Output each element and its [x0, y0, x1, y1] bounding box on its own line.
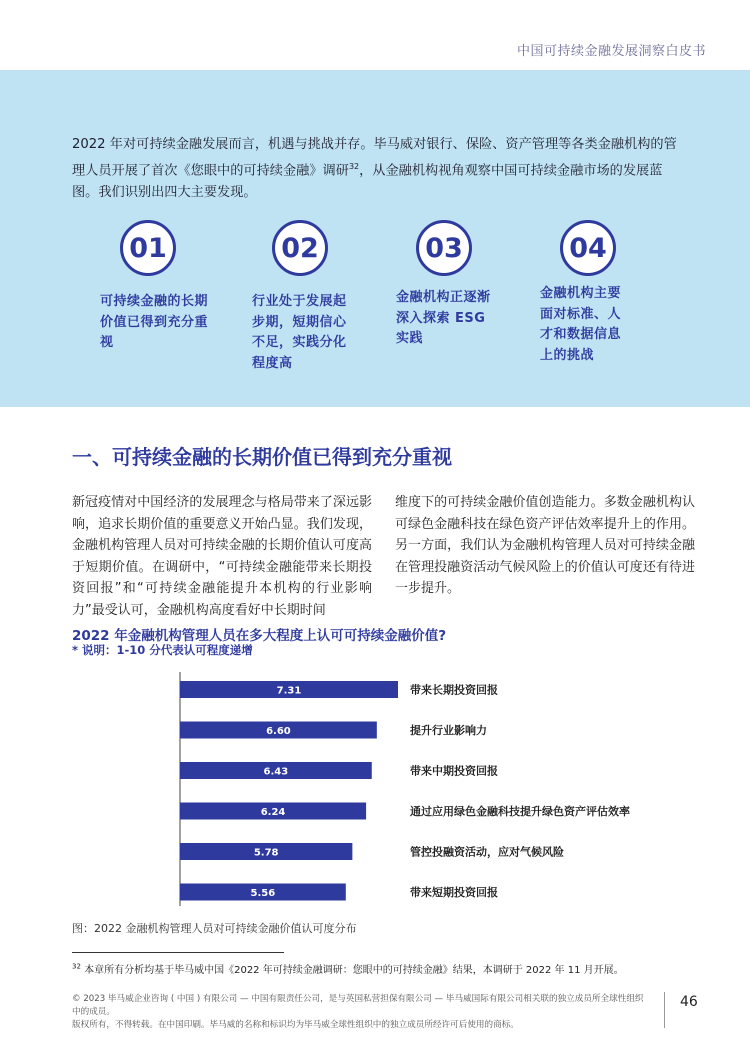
footnote: [72, 961, 624, 976]
value-recognition-bar-chart: [0, 660, 750, 910]
finding-number-badge: 01: [120, 220, 176, 276]
finding-number-badge: 03: [416, 220, 472, 276]
legal-line-2: 版权所有，不得转载。在中国印刷。毕马威的名称和标识均为毕马威全球性组织中的独立成员所经许可后使用的商标。: [72, 1020, 519, 1030]
chart-category-label: 管控投融资活动，应对气候风险: [410, 845, 564, 859]
finding-2: [252, 220, 382, 374]
document-header-title: 中国可持续金融发展洞察白皮书: [516, 44, 706, 59]
chart-value-label: 5.56: [250, 888, 276, 899]
figure-caption: 图：2022 金融机构管理人员对可持续金融价值认可度分布: [72, 922, 357, 935]
legal-notice: [72, 993, 652, 1032]
chart-category-label: 带来中期投资回报: [410, 764, 498, 778]
legal-line-1: © 2023 毕马威企业咨询 ( 中国 ) 有限公司 — 中国有限责任公司，是与英国私营担保有限公司 — 毕马威国际有限公司相关联的独立成员所全球性组织中的成员。: [72, 994, 644, 1017]
finding-text: 金融机构主要面对标准、人才和数据信息上的挑战: [540, 286, 622, 363]
page-number: 46: [680, 994, 698, 1010]
chart-value-label: 5.78: [253, 847, 279, 859]
finding-3: [396, 220, 526, 350]
chart-value-label: 6.60: [266, 726, 291, 737]
body-column-left: 新冠疫情对中国经济的发展理念与格局带来了深远影响，追求长期价值的重要意义开始凸显。我们发现，金融机构管理人员对可持续金融的长期价值认可度高于短期价值。在调研中，“可持续金融能带来长期投资回报”和“可持续金融能提升本机构的行业影响力”最受认可，金融机构高度看好中长期时间: [72, 495, 372, 618]
chart-note: * 说明：1-10 分代表认可程度递增: [72, 643, 253, 657]
intro-text-before: 2022 年对可持续金融发展而言，机遇与挑战并存。毕马威对银行、保险、资产管理等各类金融机构的管理人员开展了首次《您眼中的可持续金融》调研: [72, 137, 677, 179]
footer-divider: [664, 992, 665, 1028]
chart-value-label: 6.43: [263, 766, 289, 778]
chart-value-label: 6.24: [260, 807, 286, 818]
finding-number-badge: 02: [272, 220, 328, 276]
chart-value-label: 7.31: [276, 685, 302, 697]
finding-text: 行业处于发展起步期，短期信心不足，实践分化程度高: [252, 294, 347, 371]
intro-text-after: ，从金融机构视角观察中国可持续金融市场的发展蓝图。我们识别出四大主要发现。: [72, 163, 663, 201]
finding-text: 金融机构正逐渐深入探索 ESG 实践: [396, 290, 491, 346]
finding-text: 可持续金融的长期价值已得到充分重视: [100, 294, 209, 350]
footnote-text: 本章所有分析均基于毕马威中国《2022 年可持续金融调研：您眼中的可持续金融》结果，本调研于 2022 年 11 月开展。: [80, 965, 624, 976]
intro-footnote-ref: 32: [348, 162, 360, 171]
footnote-divider: [72, 952, 284, 953]
body-column-right: 维度下的可持续金融价值创造能力。多数金融机构认可绿色金融科技在绿色资产评估效率提升上的作用。另一方面，我们认为金融机构管理人员对可持续金融在管理投融资活动气候风险上的价值认可度还有待进一步提升。: [395, 495, 695, 596]
finding-number-badge: 04: [560, 220, 616, 276]
chart-category-label: 提升行业影响力: [410, 724, 487, 737]
chart-category-label: 带来长期投资回报: [410, 683, 498, 697]
intro-paragraph: [72, 134, 682, 204]
chart-category-label: 通过应用绿色金融科技提升绿色资产评估效率: [410, 805, 630, 818]
finding-4: [540, 220, 670, 366]
section-title: 一、可持续金融的长期价值已得到充分重视: [72, 445, 452, 469]
chart-title: 2022 年金融机构管理人员在多大程度上认可可持续金融价值?: [72, 628, 447, 644]
chart-category-label: 带来短期投资回报: [410, 886, 498, 899]
finding-1: [100, 220, 230, 354]
footnote-ref: 32: [72, 962, 81, 971]
